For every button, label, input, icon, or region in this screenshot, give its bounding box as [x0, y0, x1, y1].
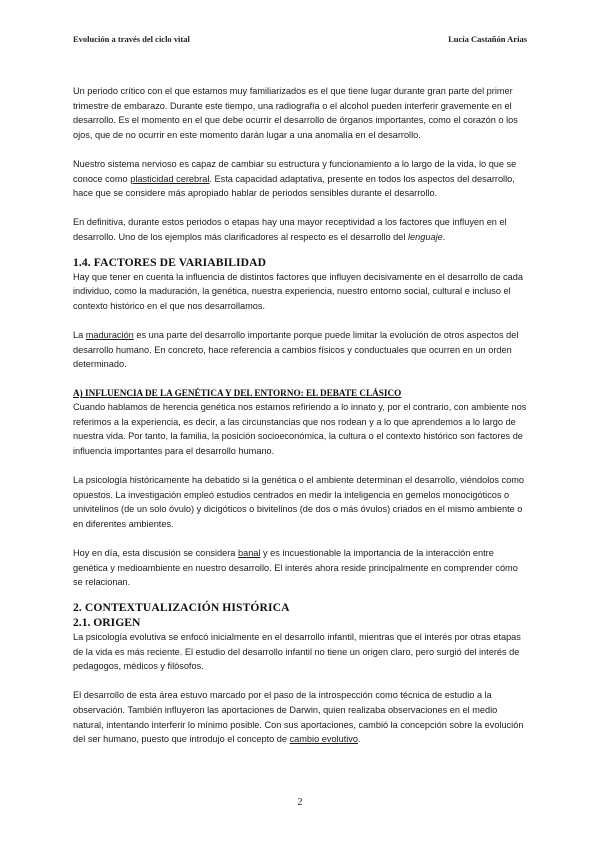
term-cambio-evolutivo: cambio evolutivo	[289, 734, 359, 745]
paragraph-brain-plasticity: Nuestro sistema nervioso es capaz de cambiar su estructura y funcionamiento a lo largo de la vida, lo que se conoce como plasticidad cerebral. Esta capacidad adaptativa, presente en todos los aspectos del desarrollo, hace que se considere más apropiado hablar de periodos sensibles durante el desarrollo.	[73, 158, 517, 199]
subsection-heading-genetics: A) INFLUENCIA DE LA GENÉTICA Y DEL ENTORNO: EL DEBATE CLÁSICO	[73, 388, 402, 399]
paragraph-darwin: El desarrollo de esta área estuvo marcado por el paso de la introspección como técnica de estudio a la observación. También influyeron las aportaciones de Darwin, quien realizaba observaciones en el medio natural, intentando interferir lo mínimo posible. Con sus aportaciones, cambió la concepción sobre la evolución del ser humano, puesto que introdujo el concepto de cambio evolutivo.	[73, 690, 524, 745]
page-number: 2	[297, 797, 303, 808]
paragraph-origin: La psicología evolutiva se enfocó inicialmente en el desarrollo infantil, mientras que el interés por otras etapas de la vida es más reciente. El estudio del desarrollo infantil no tiene un origen claro, pero surgió del interés de pedagogos, médicos y filósofos.	[73, 632, 521, 672]
page-content	[73, 84, 528, 747]
term-plasticidad-cerebral: plasticidad cerebral	[130, 173, 210, 184]
paragraph-interaction: Hoy en día, esta discusión se considera banal y es incuestionable la importancia de la interacción entre genética y medioambiente en nuestro desarrollo. El interés ahora reside principalmente en comprender cómo se relacionan.	[73, 548, 518, 588]
paragraph-heredity: Cuando hablamos de herencia genética nos estamos refiriendo a lo innato y, por el contrario, con ambiente nos referimos a la experiencia, es decir, a las circunstancias que nos rodean y a lo que aprendemos a lo largo de nuestra vida. Por tanto, la familia, la posición socioeconómica, la cultura o el contexto histórico son factores de influencia importantes para el desarrollo humano.	[73, 402, 527, 457]
subsection-heading-origen: 2.1. ORIGEN	[73, 616, 141, 629]
header-document-title: Evolución a través del ciclo vital	[73, 34, 190, 44]
section-heading-historical-context: 2. CONTEXTUALIZACIÓN HISTÓRICA	[73, 601, 290, 614]
paragraph-factors: Hay que tener en cuenta la influencia de distintos factores que influyen decisivamente en el desarrollo de cada individuo, como la maduración, la genética, nuestra experiencia, nuestro entorno social, cultural e incluso el contexto histórico en el que nos desarrollamos.	[73, 271, 523, 311]
header-author: Lucía Castañón Arias	[448, 34, 527, 44]
term-lenguaje: lenguaje	[408, 231, 443, 242]
term-banal: banal	[237, 548, 261, 559]
page-header	[73, 34, 527, 46]
paragraph-critical-period: Un periodo crítico con el que estamos muy familiarizados es el que tiene lugar durante gran parte del primer trimestre de embarazo. Durante este tiempo, una radiografía o el alcohol pueden interferir gravemente en el desarrollo. Es el momento en el que debe ocurrir el desarrollo de órganos importantes, como el corazón o los ojos, que de no ocurrir en este momento darán lugar a una anomalía en el desarrollo.	[73, 86, 518, 140]
paragraph-receptivity: En definitiva, durante estos periodos o etapas hay una mayor receptividad a los factores que influyen en el desarrollo. Uno de los ejemplos más clarificadores al respecto es el desarrollo del lenguaje.	[73, 217, 507, 242]
section-heading-factores: 1.4. FACTORES DE VARIABILIDAD	[73, 255, 267, 269]
paragraph-maturation: La maduración es una parte del desarrollo importante porque puede limitar la evolución de otros aspectos del desarrollo humano. En concreto, hace referencia a cambios físicos y conductuales que ocurren en un orden determinado.	[73, 329, 519, 370]
paragraph-twin-studies: La psicología históricamente ha debatido si la genética o el ambiente determinan el desarrollo, viéndolos como opuestos. La investigación empleó estudios centrados en medir la inteligencia en gemelos monocigóticos o univitelinos (de un solo óvulo) y dicigóticos o bivitelinos (de dos o más óvulos) criados en el mismo ambiente o en diferentes ambientes.	[73, 475, 524, 530]
term-maduracion: maduración	[85, 329, 134, 340]
